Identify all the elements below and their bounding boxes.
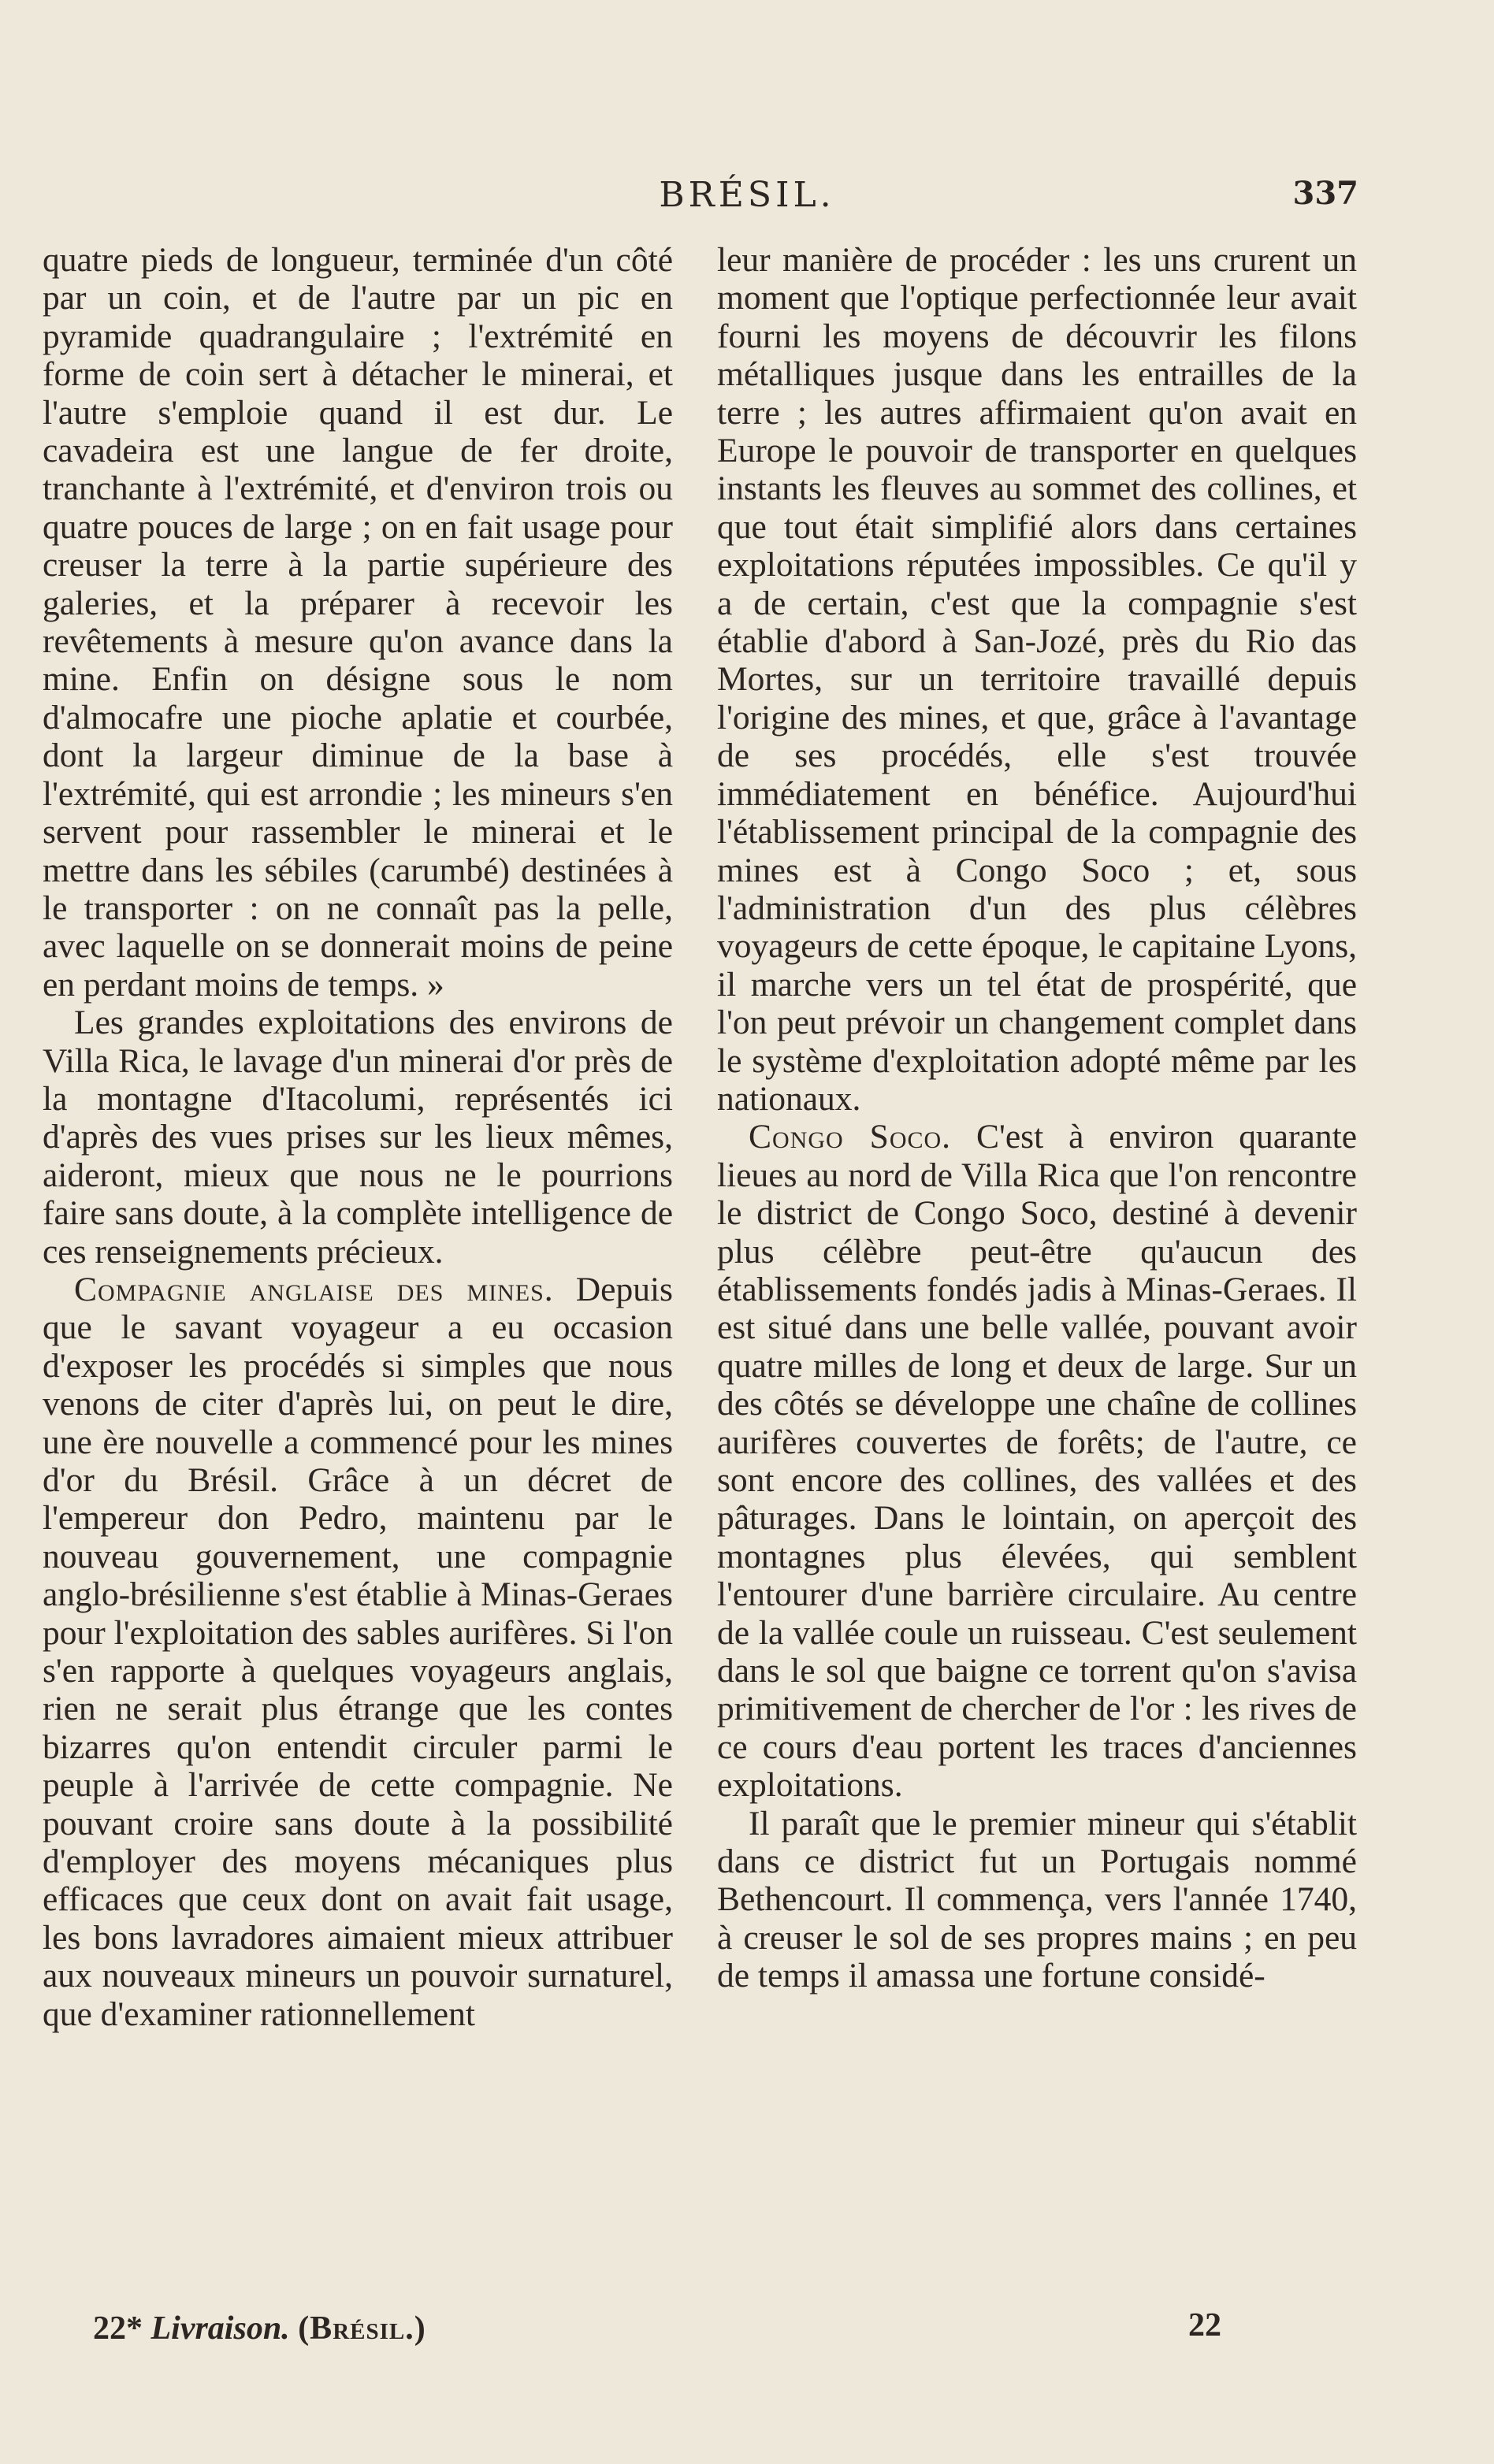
page-number: 337	[1292, 175, 1358, 212]
section-paragraph	[43, 1271, 673, 2033]
paragraph: Les grandes exploitations des environs de Villa Rica, le lavage d'un minerai d'or près de la montagne d'Itacolumi, représentés ici d'après des vues prises sur les lieux mêmes, aideront, mieux que nous ne le pourrions faire sans doute, à la complète intelligence de ces renseignements précieux.	[43, 1004, 673, 1271]
paragraph: leur manière de procéder : les uns crurent un moment que l'optique perfectionnée leur avait fourni les moyens de découvrir les filons métalliques jusque dans les entrailles de la terre ; les autres affirmaient qu'on avait en Europe le pouvoir de transporter en quelques instants les fleuves au sommet des collines, et que tout était simplifié alors dans certaines exploitations réputées impossibles. Ce qu'il y a de certain, c'est que la compagnie s'est établie d'abord à San-Jozé, près du Rio das Mortes, sur un territoire travaillé depuis l'origine des mines, et que, grâce à l'avantage de ses procédés, elle s'est trouvée immédiatement en bénéfice. Aujourd'hui l'établissement principal de la compagnie des mines est à Congo Soco ; et, sous l'administration d'un des plus célèbres voyageurs de cette époque, le capitaine Lyons, il marche vers un tel état de prospérité, que l'on peut prévoir un changement complet dans le système d'exploitation adopté même par les nationaux.	[717, 241, 1357, 1118]
paragraph-text: Depuis que le savant voyageur a eu occasion d'exposer les procédés si simples que nous venons de citer d'après lui, on peut le dire, une ère nouvelle a commencé pour les mines d'or du Brésil. Grâce à un décret de l'empereur don Pedro, maintenu par le nouveau gouvernement, une compagnie anglo-brésilienne s'est établie à Minas-Geraes pour l'exploitation des sables aurifères. Si l'on s'en rapporte à quelques voyageurs anglais, rien ne serait plus étrange que les contes bizarres qu'on entendit circuler parmi le peuple à l'arrivée de cette compagnie. Ne pouvant croire sans doute à la possibilité d'employer des moyens mécaniques plus efficaces que ceux dont on avait fait usage, les bons lavradores aimaient mieux attribuer aux nouveaux mineurs un pouvoir surnaturel, que d'examiner rationnellement	[43, 1270, 673, 2033]
right-column	[717, 241, 1357, 1995]
section-paragraph	[717, 1118, 1357, 1804]
livraison-country: (Brésil.)	[298, 2310, 426, 2347]
section-heading: Compagnie anglaise des mines.	[74, 1270, 554, 1308]
paragraph: quatre pieds de longueur, terminée d'un côté par un coin, et de l'autre par un pic en pyramide quadrangulaire ; l'extrémité en forme de coin sert à détacher le minerai, et l'autre s'emploie quand il est dur. Le cavadeira est une langue de fer droite, tranchante à l'extrémité, et d'environ trois ou quatre pouces de large ; on en fait usage pour creuser la terre à la partie supérieure des galeries, et la préparer à recevoir les revêtements à mesure qu'on avance dans la mine. Enfin on désigne sous le nom d'almocafre une pioche aplatie et courbée, dont la largeur diminue de la base à l'extrémité, qui est arrondie ; les mineurs s'en servent pour rassembler le minerai et le mettre dans les sébiles (carumbé) destinées à le transporter : on ne connaît pas la pelle, avec laquelle on se donnerait moins de peine en perdant moins de temps. »	[43, 241, 673, 1004]
left-column	[43, 241, 673, 2033]
signature-mark: 22	[1188, 2307, 1221, 2343]
section-heading: Congo Soco.	[749, 1118, 952, 1156]
livraison-number: 22*	[93, 2310, 143, 2347]
running-title: BRÉSIL.	[659, 175, 835, 215]
livraison-label: Livraison.	[151, 2310, 290, 2347]
paragraph: Il paraît que le premier mineur qui s'établit dans ce district fut un Portugais nommé Bethencourt. Il commença, vers l'année 1740, à creuser le sol de ses propres mains ; en peu de temps il amassa une fortune considé-	[717, 1804, 1357, 1995]
paragraph-text: C'est à environ quarante lieues au nord de Villa Rica que l'on rencontre le district de Congo Soco, destiné à devenir plus célèbre peut-être qu'aucun des établissements fondés jadis à Minas-Geraes. Il est situé dans une belle vallée, pouvant avoir quatre milles de long et deux de large. Sur un des côtés se développe une chaîne de collines aurifères couvertes de forêts; de l'autre, ce sont encore des collines, des vallées et des pâturages. Dans le lointain, on aperçoit des montagnes plus élevées, qui semblent l'entourer d'une barrière circulaire. Au centre de la vallée coule un ruisseau. C'est seulement dans le sol que baigne ce torrent qu'on s'avisa primitivement de chercher de l'or : les rives de ce cours d'eau portent les traces d'anciennes exploitations.	[717, 1118, 1357, 1805]
footer-livraison	[93, 2310, 426, 2347]
